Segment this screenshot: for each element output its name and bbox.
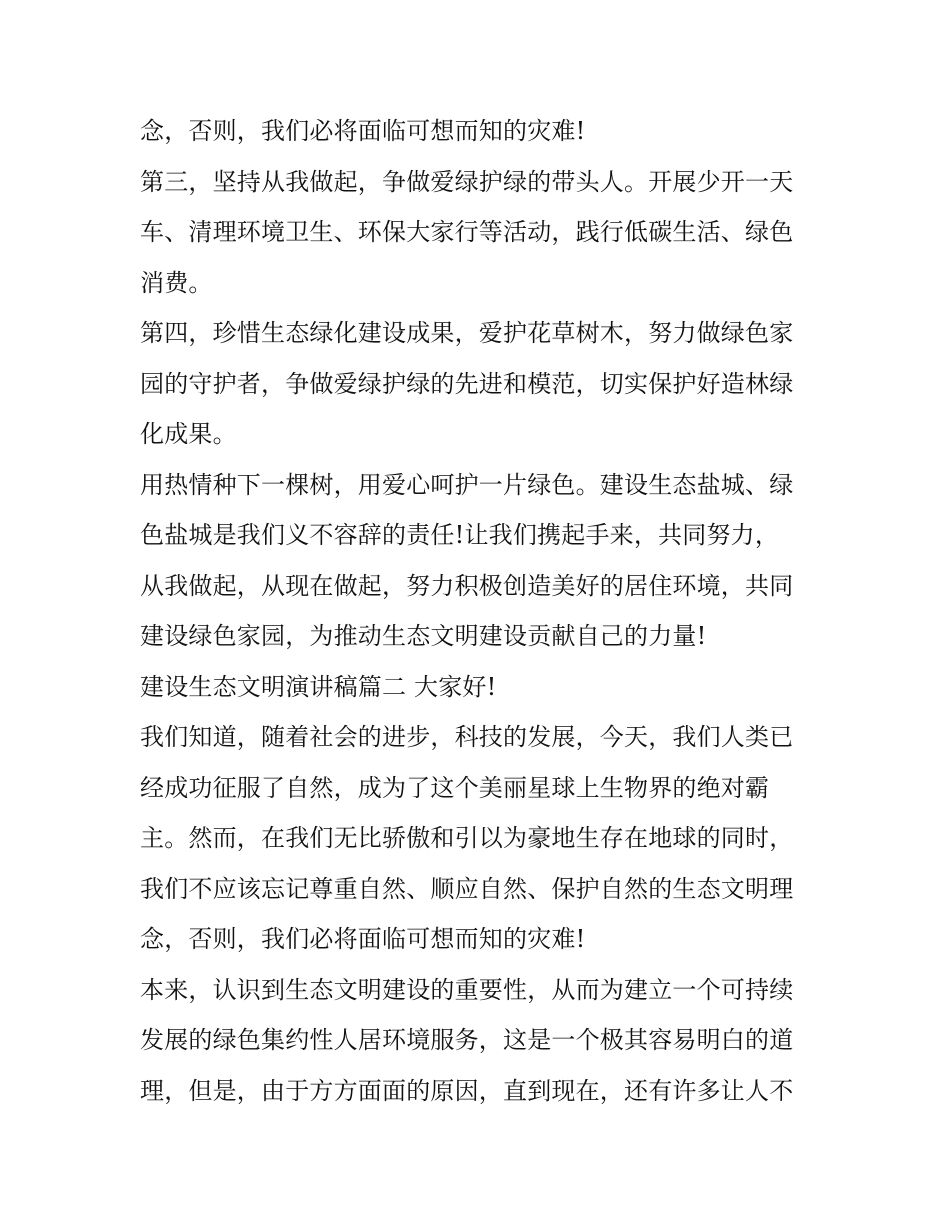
section-heading: 建设生态文明演讲稿篇二 大家好! (140, 672, 497, 701)
text-line: 念，否则，我们必将面临可想而知的灾难! (140, 925, 586, 953)
text-line: 建设绿色家园，为推动生态文明建设贡献自己的力量! (140, 622, 707, 650)
text-line: 第三，坚持从我做起，争做爱绿护绿的带头人。开展少开一天 (140, 167, 794, 196)
text-line: 理，但是，由于方方面面的原因，直到现在，还有许多让人不 (140, 1076, 794, 1105)
text-line: 第四，珍惜生态绿化建设成果，爱护花草树木，努力做绿色家 (140, 319, 794, 347)
text-line: 主。然而，在我们无比骄傲和引以为豪地生存在地球的同时， (140, 824, 794, 852)
text-line: 经成功征服了自然，成为了这个美丽星球上生物界的绝对霸 (140, 773, 770, 802)
text-line: 用热情种下一棵树，用爱心呵护一片绿色。建设生态盐城、绿 (140, 470, 794, 499)
text-line: 车、清理环境卫生、环保大家行等活动，践行低碳生活、绿色 (140, 218, 794, 246)
text-line: 我们不应该忘记尊重自然、顺应自然、保护自然的生态文明理 (140, 874, 794, 903)
text-line: 消费。 (140, 268, 213, 297)
text-line: 色盐城是我们义不容辞的责任!让我们携起手来，共同努力， (140, 521, 780, 549)
body-text (140, 106, 820, 1116)
text-line: 化成果。 (140, 420, 237, 448)
text-line: 我们知道，随着社会的进步，科技的发展，今天，我们人类已 (140, 723, 794, 751)
text-line: 念，否则，我们必将面临可想而知的灾难! (140, 117, 586, 145)
text-line: 园的守护者，争做爱绿护绿的先进和模范，切实保护好造林绿 (140, 369, 794, 398)
text-line: 本来，认识到生态文明建设的重要性，从而为建立一个可持续 (140, 975, 794, 1004)
text-line: 发展的绿色集约性人居环境服务，这是一个极其容易明白的道 (140, 1026, 794, 1054)
text-line: 从我做起，从现在做起，努力积极创造美好的居住环境，共同 (140, 571, 794, 600)
